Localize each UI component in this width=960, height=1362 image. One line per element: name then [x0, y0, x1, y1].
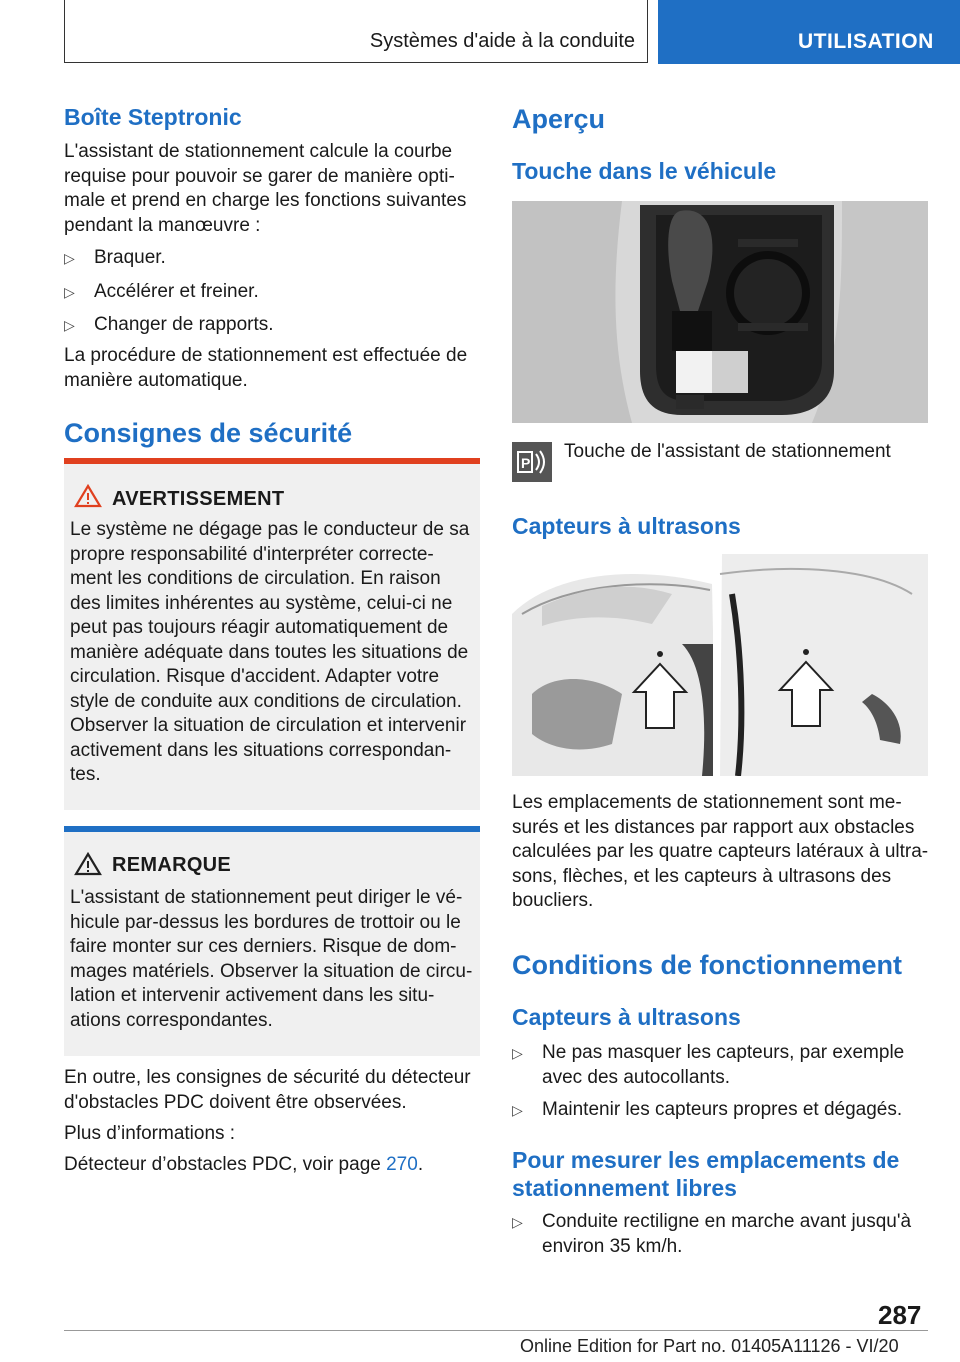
- svg-text:P: P: [521, 455, 531, 471]
- auto-line-2: manière automatique.: [64, 369, 248, 391]
- triangle-right-icon: ▷: [64, 250, 75, 266]
- warning-box: [64, 458, 480, 810]
- edition-text: Online Edition for Part no. 01405A11126 - VI/20: [520, 1336, 899, 1356]
- center-console-photo: [512, 201, 928, 423]
- sensors-line-1: Les emplacements de stationnement sont me-: [512, 792, 902, 813]
- notice-line: ations correspondantes.: [70, 1009, 273, 1031]
- cond-sensors-heading: Capteurs à ultrasons: [512, 1004, 741, 1030]
- more-info-label: Plus d’informations :: [64, 1123, 236, 1144]
- steptronic-line-4: pendant la manœuvre :: [64, 214, 261, 236]
- header-section-title: Systèmes d'aide à la conduite: [369, 30, 635, 52]
- warning-line: style de conduite aux conditions de circulation.: [70, 690, 462, 712]
- warning-triangle-icon: [74, 484, 102, 508]
- warning-title: AVERTISSEMENT: [112, 488, 285, 510]
- warning-triangle-icon: [74, 852, 102, 876]
- warning-line: ment les conditions de circulation. En raison: [70, 568, 441, 589]
- notice-box: [64, 826, 480, 1056]
- steptronic-heading: Boîte Steptronic: [64, 104, 242, 130]
- sensors-line-2: surés et les distances par rapport aux obstacles: [512, 816, 915, 838]
- list-item: ▷ Maintenir les capteurs propres et dégagés.: [512, 1098, 902, 1123]
- extra-line-2: d'obstacles PDC doivent être observées.: [64, 1091, 407, 1113]
- page-reference: Détecteur d’obstacles PDC, voir page 270.: [64, 1154, 424, 1175]
- list-item-continuation: environ 35 km/h.: [542, 1235, 683, 1257]
- list-item: ▷ Changer de rapports.: [64, 313, 274, 338]
- warning-line: Observer la situation de circulation et intervenir: [70, 715, 467, 736]
- conditions-heading: Conditions de fonctionnement: [512, 950, 902, 980]
- extra-line-1: En outre, les consignes de sécurité du détecteur: [64, 1067, 471, 1088]
- list-item: ▷ Conduite rectiligne en marche avant jusqu'à: [512, 1210, 911, 1235]
- warning-line: Le système ne dégage pas le conducteur de sa: [70, 519, 470, 540]
- header-chapter-box: [658, 0, 960, 64]
- triangle-right-icon: ▷: [512, 1214, 523, 1230]
- notice-line: L'assistant de stationnement peut diriger le vé-: [70, 887, 463, 908]
- list-item: ▷ Braquer.: [64, 246, 166, 271]
- warning-line: circulation. Risque d'accident. Adapter votre: [70, 666, 440, 687]
- button-caption: Touche de l'assistant de stationnement: [564, 441, 891, 462]
- triangle-right-icon: ▷: [512, 1045, 523, 1061]
- page-link[interactable]: 270: [386, 1154, 418, 1175]
- page-number: 287: [878, 1300, 922, 1330]
- overview-heading: Aperçu: [512, 104, 606, 134]
- list-item: ▷ Accélérer et freiner.: [64, 280, 259, 305]
- notice-bar: [64, 826, 480, 832]
- measure-heading-line-1: Pour mesurer les emplacements de: [512, 1147, 900, 1173]
- sensors-heading: Capteurs à ultrasons: [512, 513, 741, 539]
- triangle-right-icon: ▷: [512, 1102, 523, 1118]
- notice-line: hicule par-dessus les bordures de trottoir ou le: [70, 911, 461, 933]
- sensors-line-5: boucliers.: [512, 890, 594, 911]
- warning-line: manière adéquate dans toutes les situations de: [70, 641, 469, 663]
- sensors-line-3: calculées par les quatre capteurs latéraux à ultra-: [512, 841, 929, 862]
- steptronic-line-2: requise pour pouvoir se garer de manière opti-: [64, 165, 455, 187]
- list-item: ▷ Ne pas masquer les capteurs, par exemple: [512, 1041, 904, 1066]
- warning-line: des limites inhérentes au système, celui-ci ne: [70, 592, 453, 614]
- notice-line: faire monter sur ces derniers. Risque de dom-: [70, 936, 457, 957]
- button-heading: Touche dans le véhicule: [512, 158, 777, 184]
- triangle-right-icon: ▷: [64, 317, 75, 333]
- steptronic-line-1: L'assistant de stationnement calcule la courbe: [64, 141, 453, 162]
- warning-line: tes.: [70, 764, 101, 785]
- steptronic-line-3: male et prend en charge les fonctions suivantes: [64, 190, 467, 211]
- warning-line: propre responsabilité d'interpréter correcte-: [70, 543, 434, 565]
- notice-line: lation et intervenir activement dans les situ-: [70, 985, 435, 1006]
- triangle-right-icon: ▷: [64, 284, 75, 300]
- notice-title: REMARQUE: [112, 854, 232, 876]
- warning-line: peut pas toujours réagir automatiquement de: [70, 617, 449, 638]
- header-chapter-title: UTILISATION: [798, 30, 934, 53]
- measure-heading-line-2: stationnement libres: [512, 1175, 737, 1201]
- safety-heading: Consignes de sécurité: [64, 418, 353, 448]
- warning-bar: [64, 458, 480, 464]
- list-item-continuation: avec des autocollants.: [542, 1066, 731, 1088]
- park-assist-icon: [512, 442, 552, 482]
- sensors-line-4: sons, flèches, et les capteurs à ultrasons des: [512, 865, 892, 887]
- ultrasonic-sensors-photo: [512, 554, 928, 776]
- warning-line: activement dans les situations correspondan-: [70, 739, 452, 761]
- footer-divider: [64, 1330, 928, 1331]
- header-section-box: [64, 0, 648, 63]
- notice-line: mages matériels. Observer la situation de circu-: [70, 960, 473, 982]
- auto-line-1: La procédure de stationnement est effectuée de: [64, 345, 468, 366]
